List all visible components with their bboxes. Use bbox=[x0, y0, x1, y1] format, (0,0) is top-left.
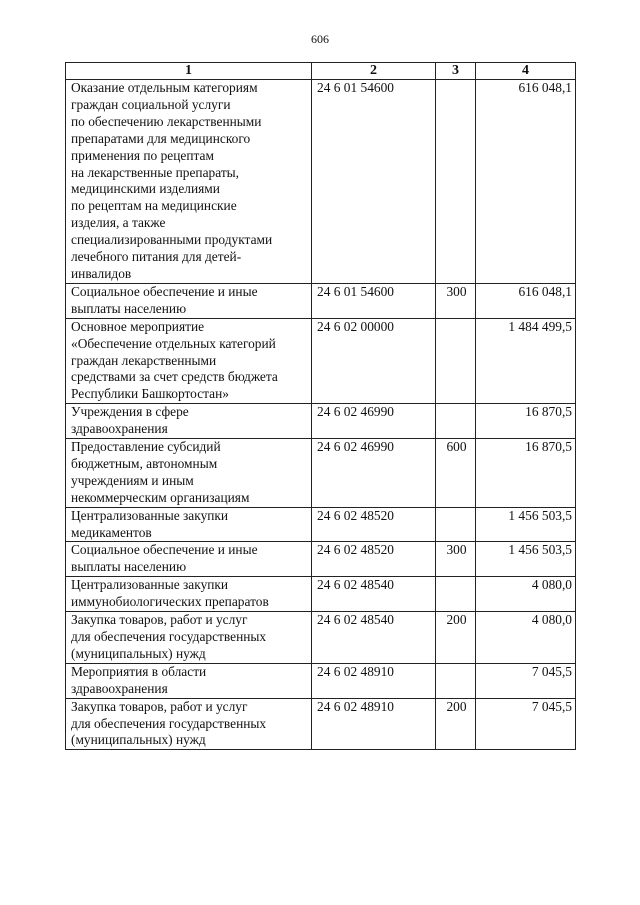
row-type bbox=[436, 404, 476, 439]
row-amount: 1 484 499,5 bbox=[476, 318, 576, 404]
row-name: Социальное обеспечение и иные выплаты населению bbox=[66, 542, 312, 577]
row-amount: 7 045,5 bbox=[476, 698, 576, 750]
row-amount: 616 048,1 bbox=[476, 283, 576, 318]
row-amount: 4 080,0 bbox=[476, 577, 576, 612]
row-type: 200 bbox=[436, 698, 476, 750]
row-type: 300 bbox=[436, 283, 476, 318]
row-type bbox=[436, 663, 476, 698]
table-row bbox=[66, 404, 576, 439]
row-name: Закупка товаров, работ и услуг для обеспечения государственных (муниципальных) нужд bbox=[66, 612, 312, 664]
row-code: 24 6 01 54600 bbox=[312, 283, 436, 318]
row-code: 24 6 02 46990 bbox=[312, 404, 436, 439]
row-type bbox=[436, 577, 476, 612]
row-type bbox=[436, 507, 476, 542]
row-type bbox=[436, 80, 476, 284]
table-row bbox=[66, 507, 576, 542]
page-number: 606 bbox=[311, 32, 329, 46]
table-row bbox=[66, 318, 576, 404]
table-row bbox=[66, 663, 576, 698]
row-name: Учреждения в сфере здравоохранения bbox=[66, 404, 312, 439]
header-col-3: 3 bbox=[436, 63, 476, 80]
header-col-4: 4 bbox=[476, 63, 576, 80]
row-type: 600 bbox=[436, 439, 476, 508]
row-amount: 7 045,5 bbox=[476, 663, 576, 698]
row-amount: 1 456 503,5 bbox=[476, 542, 576, 577]
row-name: Предоставление субсидий бюджетным, автономным учреждениям и иным некоммерческим организациям bbox=[66, 439, 312, 508]
table-body bbox=[66, 80, 576, 750]
row-code: 24 6 02 00000 bbox=[312, 318, 436, 404]
row-code: 24 6 02 48910 bbox=[312, 698, 436, 750]
table-row bbox=[66, 542, 576, 577]
row-name: Социальное обеспечение и иные выплаты населению bbox=[66, 283, 312, 318]
row-code: 24 6 02 48540 bbox=[312, 577, 436, 612]
row-code: 24 6 02 48910 bbox=[312, 663, 436, 698]
row-code: 24 6 02 48540 bbox=[312, 612, 436, 664]
table-row bbox=[66, 439, 576, 508]
row-amount: 4 080,0 bbox=[476, 612, 576, 664]
row-name: Мероприятия в области здравоохранения bbox=[66, 663, 312, 698]
row-code: 24 6 01 54600 bbox=[312, 80, 436, 284]
row-type: 300 bbox=[436, 542, 476, 577]
row-code: 24 6 02 48520 bbox=[312, 542, 436, 577]
row-amount: 16 870,5 bbox=[476, 439, 576, 508]
row-name: Оказание отдельным категориям граждан социальной услуги по обеспечению лекарственными препаратами для медицинского применения по рецептам на лекарственные препараты, медицинскими изделиями по рецептам на медицинские изделия, а также специализированными продуктами лечебного питания для детей- инвалидов bbox=[66, 80, 312, 284]
table-row bbox=[66, 698, 576, 750]
row-type bbox=[436, 318, 476, 404]
row-code: 24 6 02 46990 bbox=[312, 439, 436, 508]
header-row bbox=[66, 63, 576, 80]
budget-table bbox=[65, 62, 576, 750]
row-code: 24 6 02 48520 bbox=[312, 507, 436, 542]
table-row bbox=[66, 80, 576, 284]
table-row bbox=[66, 577, 576, 612]
row-type: 200 bbox=[436, 612, 476, 664]
header-col-1: 1 bbox=[66, 63, 312, 80]
table-row bbox=[66, 283, 576, 318]
header-col-2: 2 bbox=[312, 63, 436, 80]
row-amount: 16 870,5 bbox=[476, 404, 576, 439]
row-name: Основное мероприятие «Обеспечение отдельных категорий граждан лекарственными средствами за счет средств бюджета Республики Башкортостан» bbox=[66, 318, 312, 404]
row-name: Централизованные закупки медикаментов bbox=[66, 507, 312, 542]
row-name: Закупка товаров, работ и услуг для обеспечения государственных (муниципальных) нужд bbox=[66, 698, 312, 750]
row-name: Централизованные закупки иммунобиологических препаратов bbox=[66, 577, 312, 612]
table-row bbox=[66, 612, 576, 664]
row-amount: 1 456 503,5 bbox=[476, 507, 576, 542]
row-amount: 616 048,1 bbox=[476, 80, 576, 284]
